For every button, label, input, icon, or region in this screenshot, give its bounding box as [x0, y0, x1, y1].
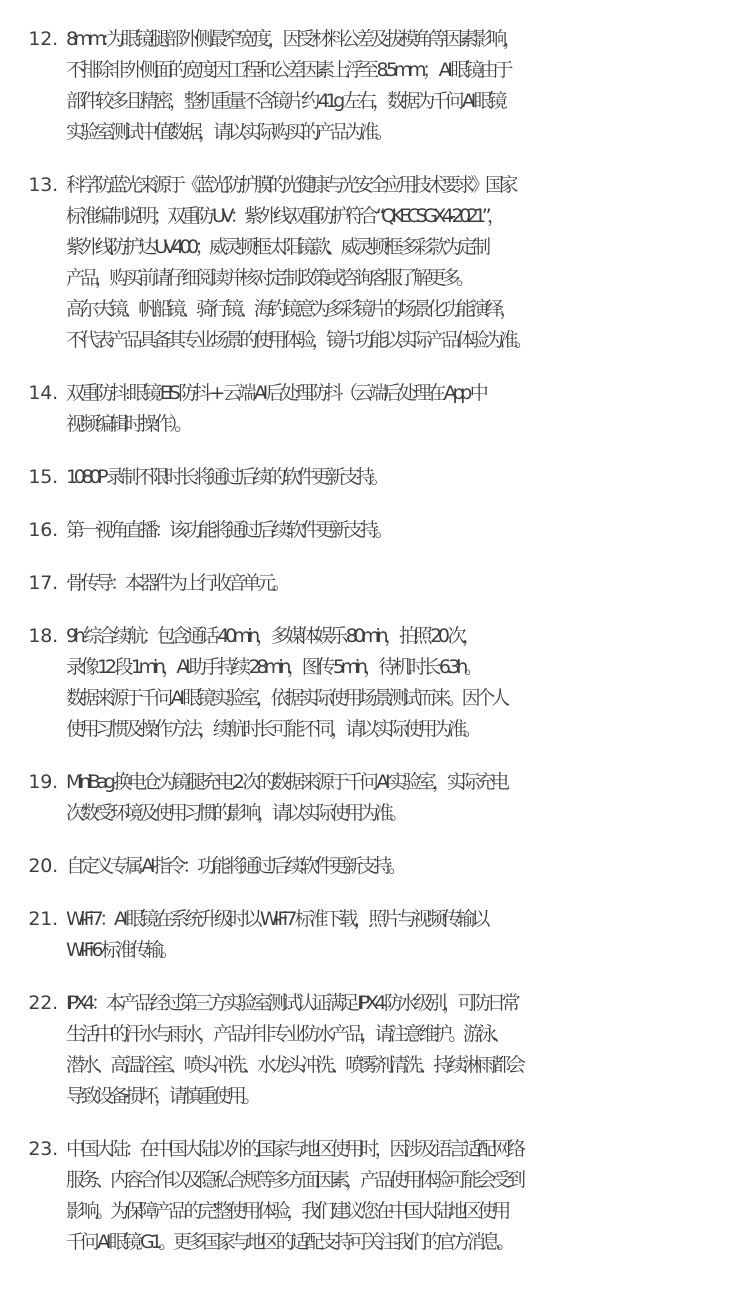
footnote-line: MiniBag 换电仓为镜腿充电 2 次的数据来源于千问 AI 实验室，实际充电 [66, 771, 506, 793]
footnote-17 [0, 568, 750, 599]
footnote-line: 实验室测试中值数据，请以实际购买的产品为准。 [66, 121, 390, 143]
footnote-number: 14. [28, 382, 58, 404]
footnote-number: 21. [28, 908, 58, 930]
footnote-23 [0, 1134, 750, 1258]
footnote-number: 20. [28, 855, 58, 877]
footnote-line: 不排除非外侧面的宽度因工程和公差因素上浮至 8.5mm； AI 眼镜由于 [66, 59, 510, 81]
footnote-line: Wi-Fi 7：AI 眼镜在系统升级时以 Wi-Fi 7 标准下载，照片与视频传输以 [66, 908, 487, 930]
footnote-text [66, 904, 750, 966]
footnote-21 [0, 904, 750, 966]
footnote-line: 中国大陆：在中国大陆以外的国家与地区使用时，因涉及语言适配网络 [66, 1138, 522, 1160]
footnote-15 [0, 462, 750, 493]
footnote-line: 骨传导：本器件为上行收音单元。 [66, 572, 287, 594]
footnote-line: 双重防抖: 眼镜 EIS 防抖 + 云端 AI 后处理防抖（云端后处理在 App 中 [66, 382, 485, 404]
footnote-line: 产品，购买前请仔细阅读并核对定制政策或咨询客服了解更多。 [66, 267, 471, 289]
footnote-text [66, 851, 750, 882]
footnote-13 [0, 170, 750, 356]
footnotes-list [0, 24, 750, 1280]
footnote-text [66, 988, 750, 1112]
footnote-text [66, 378, 750, 440]
footnote-text [66, 170, 750, 356]
footnote-22 [0, 988, 750, 1112]
footnote-18 [0, 621, 750, 745]
footnote-line: IPX4：本产品经过第三方实验室测试认证满足 IPX4 防水级别，可防日常 [66, 992, 517, 1014]
footnote-text [66, 462, 750, 493]
footnote-line: 紫外线防护达 UV400；威灵顿框·太阳镜款、威灵顿框·多彩款为定制 [66, 236, 487, 258]
footnote-line: 科学防蓝光来源于《蓝光防护膜的光健康与光安全应用技术要求》国家 [66, 174, 514, 196]
footnote-19 [0, 767, 750, 829]
footnote-line: 9h 综合续航：包含通话 40min，多媒体娱乐 80min，拍照 20 次， [66, 625, 477, 647]
footnote-text [66, 767, 750, 829]
footnote-number: 22. [28, 992, 58, 1014]
footnote-line: 第一视角直播：该功能将通过后续软件更新支持。 [66, 519, 390, 541]
footnote-line: 数据来源于千问 AI 眼镜实验室，依据实际使用场景测试而来。因个人 [66, 687, 506, 709]
footnote-line: 不代表产品具备其专业场景的使用体验，镜片功能以实际产品体验为准。 [66, 329, 529, 351]
footnote-line: 生活中的汗水与雨水，产品并非专业防水产品，请注意维护。游泳、 [66, 1023, 508, 1045]
footnote-text [66, 621, 750, 745]
footnote-line: 影响。为保障产品的完整使用体验，我们建议您在中国大陆地区使用 [66, 1200, 508, 1222]
footnote-line: 自定义专属 AI 指令：功能将通过后续软件更新支持。 [66, 855, 403, 877]
footnote-line: Wi-Fi 6 标准传输。 [66, 939, 175, 961]
footnote-number: 12. [28, 28, 58, 50]
footnote-number: 18. [28, 625, 58, 647]
footnote-line: 使用习惯及操作方法，续航时长可能不同，请以实际使用为准。 [66, 718, 478, 740]
footnote-text [66, 568, 750, 599]
footnote-line: 标准编制说明；双重防 UV：紫外线双重防护符合 “QKECSGX4-2021”， [66, 205, 502, 227]
footnote-14 [0, 378, 750, 440]
footnote-text [66, 24, 750, 148]
footnote-number: 16. [28, 519, 58, 541]
footnote-number: 23. [28, 1138, 58, 1160]
footnote-12 [0, 24, 750, 148]
footnote-line: 服务、内容合作以及隐私合规等多方面因素，产品使用体验可能会受到 [66, 1169, 522, 1191]
footnote-line: 视频编辑时操作）。 [66, 413, 189, 435]
footnote-number: 19. [28, 771, 58, 793]
footnote-20 [0, 851, 750, 882]
footnote-number: 15. [28, 466, 58, 488]
footnote-line: 千问 AI 眼镜 G1。更多国家与地区的适配支持可关注我们的官方消息。 [66, 1231, 512, 1253]
footnote-line: 录像 12 段 1min，AI 助手持续 28min，图传 5min，待机时长 6.3h。 [66, 656, 479, 678]
footnote-number: 13. [28, 174, 58, 196]
footnote-line: 高尔夫镜、帆船镜、骑行镜、海钓镜意为多彩镜片的场景化功能演绎， [66, 298, 514, 320]
footnote-line: 1080P 录制不限时长将通过后续的软件更新支持。 [66, 466, 386, 488]
footnote-line: 部件较多且精密，整机重量不含镜片约 41g 左右，数据为千问 AI 眼镜 [66, 90, 504, 112]
footnote-line: 次数受环境及使用习惯的影响，请以实际使用为准。 [66, 802, 405, 824]
footnote-line: 导致设备损坏，请慎重使用。 [66, 1085, 258, 1107]
footnote-16 [0, 515, 750, 546]
footnote-text [66, 1134, 750, 1258]
footnote-number: 17. [28, 572, 58, 594]
footnote-line: 8mm: 为眼镜腿部外侧最窄宽度，因受材料公差及拔模角等因素影响， [66, 28, 518, 50]
footnote-text [66, 515, 750, 546]
footnote-line: 潜水、高温浴室、喷头冲洗、水龙头冲洗、喷雾剂清洗、持续淋雨都会 [66, 1054, 522, 1076]
